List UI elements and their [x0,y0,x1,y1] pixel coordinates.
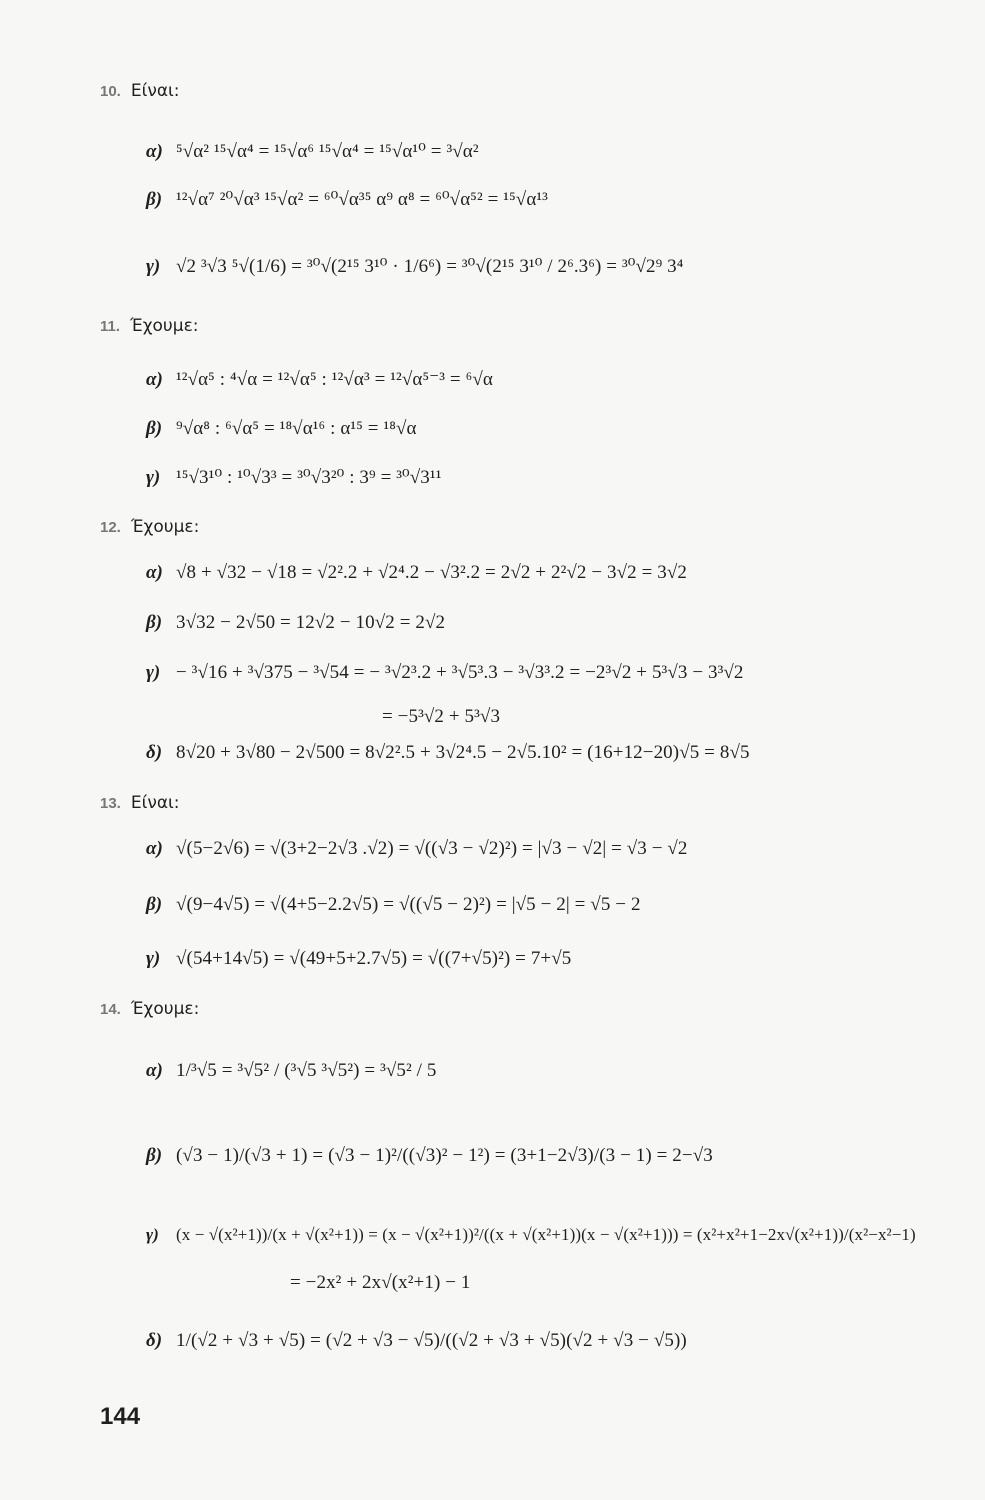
exercise-13-row-a [146,838,688,860]
exercise-12-row-d [146,742,750,764]
exercise-11-heading [100,315,199,337]
row-label: α) [146,1060,163,1081]
row-label: δ) [146,742,163,763]
exercise-11-row-a [146,368,493,391]
exercise-number: 12. [100,519,121,536]
exercise-13-row-b [146,894,641,916]
exercise-10-row-a [146,140,479,163]
exercise-intro: Έχουμε: [130,517,200,537]
row-label: β) [146,612,163,633]
row-math: (x − √(x²+1))/(x + √(x²+1)) = (x − √(x²+1))²/((x + √(x²+1))(x − √(x²+1))) = (x²+x²+1−2x√(x²+1))/(x²−x²−1) [176,1225,916,1244]
exercise-14-row-a [146,1060,436,1082]
row-math: ¹²√α⁷ ²⁰√α³ ¹⁵√α² = ⁶⁰√α³⁵ α⁹ α⁸ = ⁶⁰√α⁵² = ¹⁵√α¹³ [176,189,548,210]
row-math: (√3 − 1)/(√3 + 1) = (√3 − 1)²/((√3)² − 1²) = (3+1−2√3)/(3 − 1) = 2−√3 [176,1145,713,1166]
row-label: α) [146,369,163,390]
row-label: γ) [146,467,161,488]
row-label: β) [146,189,163,210]
exercise-14-row-c [146,1225,916,1245]
page-number: 144 [100,1403,141,1430]
exercise-12-row-c-continued [382,706,500,728]
exercise-14-row-d [146,1330,687,1352]
exercise-10-heading [100,80,180,102]
row-label: γ) [146,662,161,683]
row-math: ⁹√α⁸ : ⁶√α⁵ = ¹⁸√α¹⁶ : α¹⁵ = ¹⁸√α [176,418,417,439]
exercise-12-row-a [146,562,687,584]
exercise-intro: Είναι: [130,81,180,101]
exercise-10-row-b [146,188,548,211]
row-math: 1/(√2 + √3 + √5) = (√2 + √3 − √5)/((√2 + √3 + √5)(√2 + √3 − √5)) [176,1330,687,1351]
row-math: 8√20 + 3√80 − 2√500 = 8√2².5 + 3√2⁴.5 − 2√5.10² = (16+12−20)√5 = 8√5 [176,742,750,763]
exercise-intro: Έχουμε: [130,999,200,1019]
row-math: √(5−2√6) = √(3+2−2√3 .√2) = √((√3 − √2)²) = |√3 − √2| = √3 − √2 [176,838,688,859]
exercise-intro: Έχουμε: [130,316,199,336]
row-math: √(9−4√5) = √(4+5−2.2√5) = √((√5 − 2)²) = |√5 − 2| = √5 − 2 [176,894,641,915]
row-label: δ) [146,1330,163,1351]
exercise-13-row-c [146,948,571,970]
exercise-12-row-b [146,612,445,634]
row-math: 3√32 − 2√50 = 12√2 − 10√2 = 2√2 [176,612,446,633]
exercise-number: 13. [100,795,121,812]
row-label: γ) [146,948,161,969]
row-math: √2 ³√3 ⁵√(1/6) = ³⁰√(2¹⁵ 3¹⁰ · 1/6⁶) = ³⁰√(2¹⁵ 3¹⁰ / 2⁶.3⁶) = ³⁰√2⁹ 3⁴ [176,256,684,277]
exercise-12-heading [100,516,199,538]
row-label: α) [146,562,163,583]
exercise-11-row-c [146,466,442,489]
exercise-number: 10. [100,83,121,100]
exercise-13-heading [100,792,180,814]
row-math: = −2x² + 2x√(x²+1) − 1 [290,1272,471,1293]
exercise-intro: Είναι: [130,793,180,813]
row-label: β) [146,1145,163,1166]
exercise-12-row-c [146,662,744,684]
row-math: ¹⁵√3¹⁰ : ¹⁰√3³ = ³⁰√3²⁰ : 3⁹ = ³⁰√3¹¹ [176,467,442,488]
row-math: − ³√16 + ³√375 − ³√54 = − ³√2³.2 + ³√5³.3 − ³√3³.2 = −2³√2 + 5³√3 − 3³√2 [176,662,744,683]
exercise-14-row-b [146,1145,713,1167]
row-math: ¹²√α⁵ : ⁴√α = ¹²√α⁵ : ¹²√α³ = ¹²√α⁵⁻³ = ⁶√α [176,369,493,390]
row-math: √(54+14√5) = √(49+5+2.7√5) = √((7+√5)²) = 7+√5 [176,948,572,969]
exercise-number: 11. [100,318,121,335]
exercise-10-row-c [146,255,683,278]
exercise-14-row-c-continued [290,1272,471,1294]
exercise-14-heading [100,998,199,1020]
row-label: β) [146,894,163,915]
row-label: α) [146,141,163,162]
exercise-number: 14. [100,1001,121,1018]
row-math: 1/³√5 = ³√5² / (³√5 ³√5²) = ³√5² / 5 [176,1060,437,1081]
row-label: α) [146,838,163,859]
row-label: γ) [146,256,161,277]
row-math: = −5³√2 + 5³√3 [382,706,501,727]
row-math: ⁵√α² ¹⁵√α⁴ = ¹⁵√α⁶ ¹⁵√α⁴ = ¹⁵√α¹⁰ = ³√α² [176,141,479,162]
row-math: √8 + √32 − √18 = √2².2 + √2⁴.2 − √3².2 = 2√2 + 2²√2 − 3√2 = 3√2 [176,562,687,583]
row-label: β) [146,418,163,439]
row-label: γ) [146,1225,159,1244]
exercise-11-row-b [146,418,417,440]
